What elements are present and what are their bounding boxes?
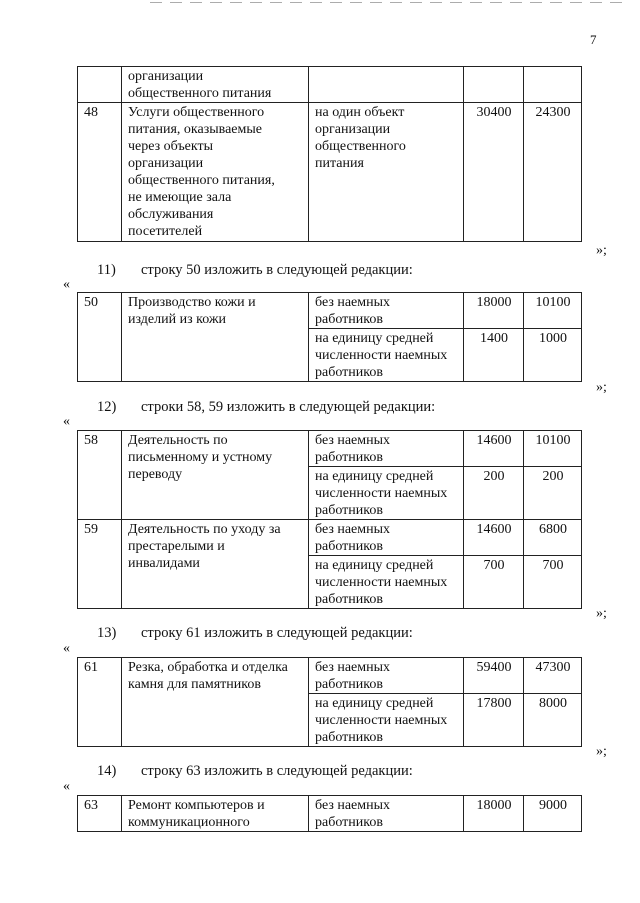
- unit-cell: на единицу средней численности наемных работников: [309, 694, 464, 747]
- paragraph-number: 13): [97, 625, 117, 641]
- closing-quote: »;: [596, 744, 607, 759]
- scan-artifact-line: [150, 2, 630, 3]
- row-number: 50: [78, 293, 122, 382]
- unit-cell: [309, 67, 464, 103]
- unit-cell: на один объект организации общественного питания: [309, 103, 464, 242]
- amendment-paragraph-13: [97, 625, 413, 642]
- closing-quote: »;: [596, 380, 607, 395]
- row-number: 59: [78, 520, 122, 609]
- table-block-61: [77, 657, 582, 747]
- amendment-paragraph-14: [97, 763, 413, 780]
- table-row: [78, 796, 582, 832]
- row-number: [78, 67, 122, 103]
- row-number: 61: [78, 658, 122, 747]
- unit-cell: на единицу средней численности наемных работников: [309, 556, 464, 609]
- value-cell: 9000: [524, 796, 582, 832]
- paragraph-text: строку 61 изложить в следующей редакции:: [141, 625, 413, 641]
- activity-cell: Деятельность по уходу за престарелыми и инвалидами: [122, 520, 309, 609]
- value-cell: 47300: [524, 658, 582, 694]
- unit-cell: без наемных работников: [309, 658, 464, 694]
- value-cell: 700: [464, 556, 524, 609]
- value-cell: 18000: [464, 293, 524, 329]
- table-block-50: [77, 292, 582, 382]
- unit-cell: без наемных работников: [309, 520, 464, 556]
- value-cell: 17800: [464, 694, 524, 747]
- row-number: 48: [78, 103, 122, 242]
- activity-cell: Услуги общественного питания, оказываемые через объекты организации общественного питания, не имеющие зала обслуживания посетителей: [122, 103, 309, 242]
- activity-cell: Производство кожи и изделий из кожи: [122, 293, 309, 382]
- opening-quote: «: [63, 641, 70, 656]
- value-cell: 10100: [524, 431, 582, 467]
- unit-cell: без наемных работников: [309, 293, 464, 329]
- table-row: [78, 293, 582, 329]
- row-number: 58: [78, 431, 122, 520]
- paragraph-text: строки 58, 59 изложить в следующей редакции:: [141, 399, 436, 415]
- table-row: [78, 520, 582, 556]
- table-block-48: [77, 66, 582, 242]
- table-block-58-59: [77, 430, 582, 609]
- activity-cell: Ремонт компьютеров и коммуникационного: [122, 796, 309, 832]
- value-cell: 8000: [524, 694, 582, 747]
- value-cell: 1400: [464, 329, 524, 382]
- value-cell: 14600: [464, 431, 524, 467]
- table-row: [78, 431, 582, 467]
- value-cell: 14600: [464, 520, 524, 556]
- amendment-paragraph-11: [97, 262, 413, 279]
- unit-cell: на единицу средней численности наемных работников: [309, 329, 464, 382]
- closing-quote: »;: [596, 243, 607, 258]
- row-number: 63: [78, 796, 122, 832]
- closing-quote: »;: [596, 606, 607, 621]
- value-cell: 200: [464, 467, 524, 520]
- paragraph-text: строку 63 изложить в следующей редакции:: [141, 763, 413, 779]
- unit-cell: без наемных работников: [309, 796, 464, 832]
- value-cell: 1000: [524, 329, 582, 382]
- paragraph-text: строку 50 изложить в следующей редакции:: [141, 262, 413, 278]
- activity-cell: Деятельность по письменному и устному переводу: [122, 431, 309, 520]
- amendment-paragraph-12: [97, 399, 435, 416]
- unit-cell: на единицу средней численности наемных работников: [309, 467, 464, 520]
- value-cell: 18000: [464, 796, 524, 832]
- opening-quote: «: [63, 779, 70, 794]
- value-cell: [464, 67, 524, 103]
- paragraph-number: 11): [97, 262, 116, 278]
- table-row: [78, 67, 582, 103]
- value-cell: 700: [524, 556, 582, 609]
- unit-cell: без наемных работников: [309, 431, 464, 467]
- page-number: 7: [590, 32, 597, 47]
- value-cell: 10100: [524, 293, 582, 329]
- activity-cell: Резка, обработка и отделка камня для памятников: [122, 658, 309, 747]
- value-cell: 6800: [524, 520, 582, 556]
- table-row: [78, 658, 582, 694]
- opening-quote: «: [63, 414, 70, 429]
- value-cell: 200: [524, 467, 582, 520]
- table-block-63: [77, 795, 582, 832]
- activity-cell: организации общественного питания: [122, 67, 309, 103]
- opening-quote: «: [63, 277, 70, 292]
- value-cell: [524, 67, 582, 103]
- paragraph-number: 12): [97, 399, 117, 415]
- value-cell: 59400: [464, 658, 524, 694]
- table-row: [78, 103, 582, 242]
- value-cell: 30400: [464, 103, 524, 242]
- paragraph-number: 14): [97, 763, 117, 779]
- value-cell: 24300: [524, 103, 582, 242]
